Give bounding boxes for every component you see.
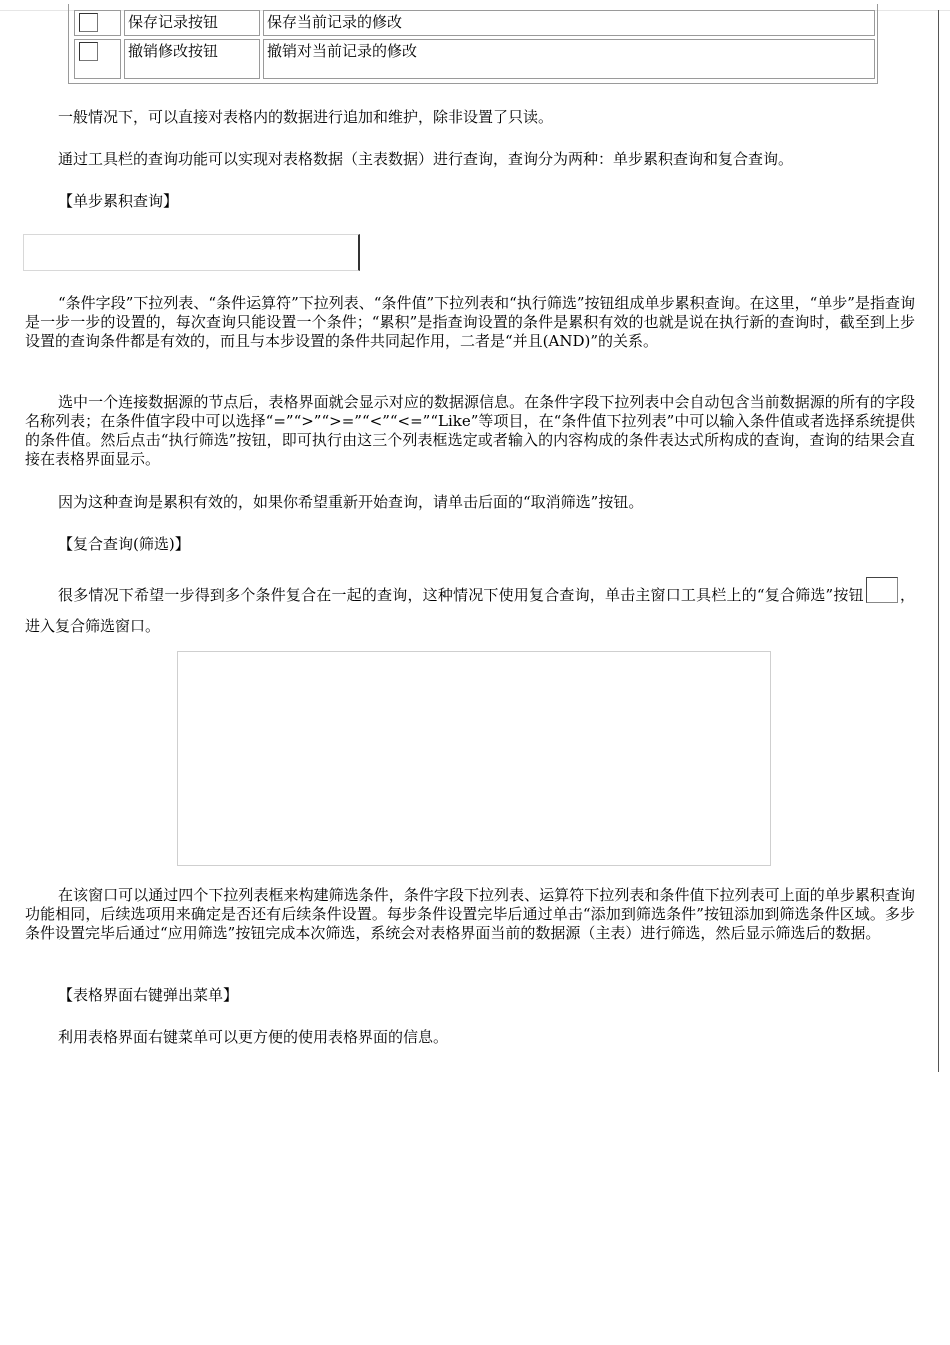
- right-divider: [938, 10, 939, 1072]
- table-cell-name: 撤销修改按钮: [124, 39, 260, 79]
- table-cell-name: 保存记录按钮: [124, 10, 260, 36]
- paragraph-compound-desc: 在该窗口可以通过四个下拉列表框来构建筛选条件，条件字段下拉列表、运算符下拉列表和条件值下拉列表可上面的单步累积查询功能相同，后续选项用来确定是否还有后续条件设置。每步条件设置完毕后通过单击“添加到筛选条件”按钮添加到筛选条件区域。多步条件设置完毕后通过“应用筛选”按钮完成本次筛选，系统会对表格界面当前的数据源（主表）进行筛选，然后显示筛选后的数据。: [25, 886, 915, 942]
- paragraph-single-step-desc: “条件字段”下拉列表、“条件运算符”下拉列表、“条件值”下拉列表和“执行筛选”按钮组成单步累积查询。在这里，“单步”是指查询是一步一步的设置的，每次查询只能设置一个条件；“累积”是指查询设置的条件是累积有效的也就是说在执行新的查询时，截至到上步设置的查询条件都是有效的，而且与本步设置的条件共同起作用，二者是“并且(AND)”的关系。: [25, 294, 915, 350]
- single-step-toolbar-image: [23, 234, 360, 271]
- compound-intro-text: 很多情况下希望一步得到多个条件复合在一起的查询，这种情况下使用复合查询，单击主窗口工具栏上的“复合筛选”按钮: [58, 586, 864, 604]
- save-record-icon: [79, 13, 98, 32]
- paragraph-cancel-filter: 因为这种查询是累积有效的，如果你希望重新开始查询，请单击后面的“取消筛选”按钮。: [58, 493, 644, 511]
- section-heading-compound: 【复合查询(筛选)】: [58, 535, 190, 553]
- table-cell-desc: 撤销对当前记录的修改: [263, 39, 875, 79]
- section-heading-context-menu: 【表格界面右键弹出菜单】: [58, 986, 239, 1004]
- paragraph-compound-intro: [25, 577, 915, 642]
- paragraph-context-menu: 利用表格界面右键菜单可以更方便的使用表格界面的信息。: [58, 1028, 449, 1046]
- paragraph-direct-edit: 一般情况下，可以直接对表格内的数据进行追加和维护，除非设置了只读。: [58, 108, 554, 126]
- toolbar-button-table: [68, 4, 878, 84]
- compound-intro-text-end: ，进入复合筛选窗口。: [25, 586, 915, 635]
- compound-filter-button-icon: [866, 577, 898, 603]
- paragraph-query-intro: 通过工具栏的查询功能可以实现对表格数据（主表数据）进行查询，查询分为两种：单步累积查询和复合查询。: [58, 150, 794, 168]
- undo-changes-icon: [79, 42, 98, 61]
- paragraph-data-source: 选中一个连接数据源的节点后，表格界面就会显示对应的数据源信息。在条件字段下拉列表中会自动包含当前数据源的所有的字段名称列表；在条件值字段中可以选择“=”“>”“>=”“<”“<=”“Like”等项目，在“条件值下拉列表”中可以输入条件值或者选择系统提供的条件值。然后点击“执行筛选”按钮，即可执行由这三个列表框选定或者输入的内容构成的条件表达式所构成的查询，查询的结果会直接在表格界面显示。: [25, 393, 915, 468]
- compound-filter-window-image: [177, 651, 771, 866]
- table-cell-icon: [74, 10, 121, 36]
- section-heading-single-step: 【单步累积查询】: [58, 192, 179, 210]
- table-cell-icon: [74, 39, 121, 79]
- table-cell-desc: 保存当前记录的修改: [263, 10, 875, 36]
